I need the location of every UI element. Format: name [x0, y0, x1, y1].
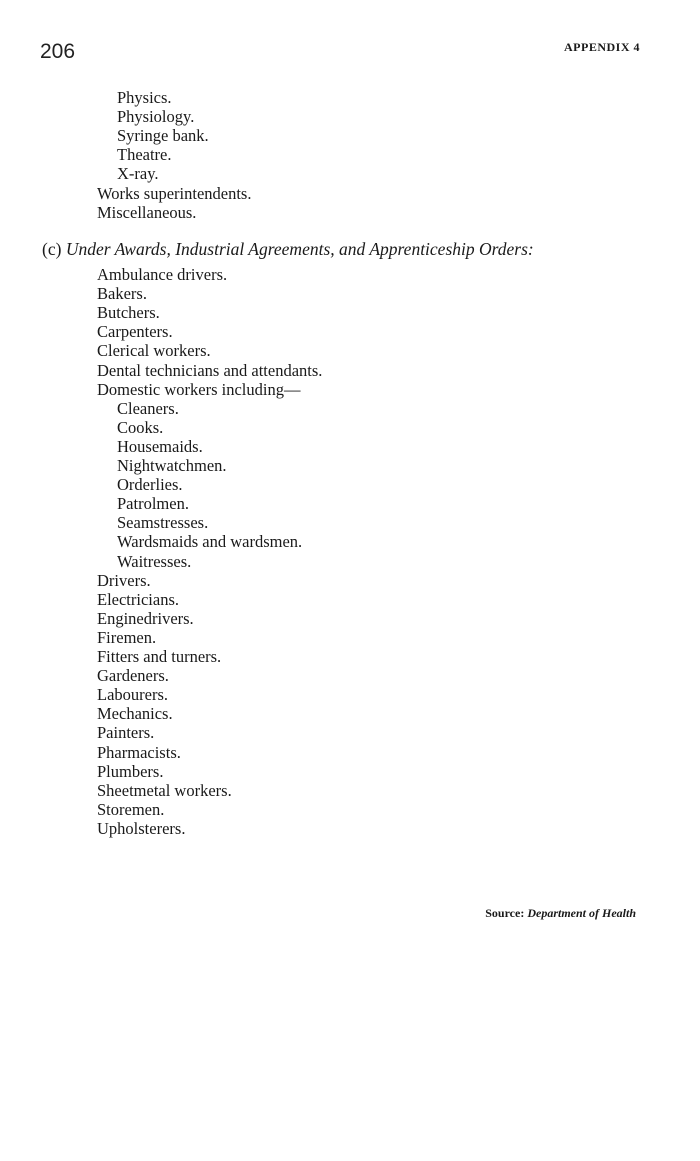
- list-item: Housemaids.: [117, 436, 203, 456]
- list-item: Physiology.: [117, 107, 195, 127]
- list-item: Orderlies.: [117, 475, 183, 495]
- section-heading: [42, 239, 534, 259]
- list-item: Upholsterers.: [97, 818, 186, 838]
- list-item: Works superintendents.: [97, 183, 252, 203]
- list-item: Domestic workers including—: [97, 379, 301, 399]
- list-item: Fitters and turners.: [97, 647, 222, 666]
- list-item: Nightwatchmen.: [117, 456, 227, 475]
- list-item: Gardeners.: [97, 666, 169, 686]
- source-label: Source:: [485, 906, 525, 920]
- list-item: Waitresses.: [117, 551, 192, 571]
- list-item: X-ray.: [117, 164, 159, 184]
- list-item: Mechanics.: [97, 704, 173, 724]
- list-item: Wardsmaids and wardsmen.: [117, 532, 303, 552]
- list-item: Carpenters.: [97, 322, 173, 342]
- section-title: Under Awards, Industrial Agreements, and Apprenticeship Orders:: [65, 239, 534, 259]
- list-item: Pharmacists.: [97, 742, 181, 762]
- list-item: Physics.: [117, 88, 172, 107]
- list-item: Miscellaneous.: [97, 202, 197, 222]
- list-item: Enginedrivers.: [97, 608, 194, 628]
- page-number: 206: [40, 40, 76, 63]
- list-item: Electricians.: [97, 589, 180, 609]
- list-item: Clerical workers.: [97, 341, 211, 361]
- section-label: (c): [42, 239, 62, 259]
- list-item: Syringe bank.: [117, 126, 209, 146]
- list-item: Sheetmetal workers.: [97, 780, 232, 800]
- list-item: Dental technicians and attendants.: [97, 360, 323, 380]
- list-item: Patrolmen.: [117, 494, 189, 514]
- list-item: Bakers.: [97, 284, 147, 304]
- list-item: Butchers.: [97, 303, 160, 323]
- list-item: Labourers.: [97, 685, 169, 705]
- list-item: Storemen.: [97, 799, 165, 819]
- list-item: Ambulance drivers.: [97, 265, 228, 284]
- list-item: Drivers.: [97, 570, 151, 590]
- list-item: Painters.: [97, 723, 155, 743]
- list-item: Plumbers.: [97, 761, 164, 781]
- list-item: Firemen.: [97, 627, 157, 647]
- source-note: [485, 906, 636, 921]
- list-item: Cleaners.: [117, 398, 179, 418]
- list-item: Theatre.: [117, 145, 172, 165]
- list-item: Cooks.: [117, 417, 164, 437]
- running-head: APPENDIX 4: [564, 40, 640, 54]
- source-name: Department of Health: [527, 906, 636, 920]
- list-item: Seamstresses.: [117, 513, 209, 533]
